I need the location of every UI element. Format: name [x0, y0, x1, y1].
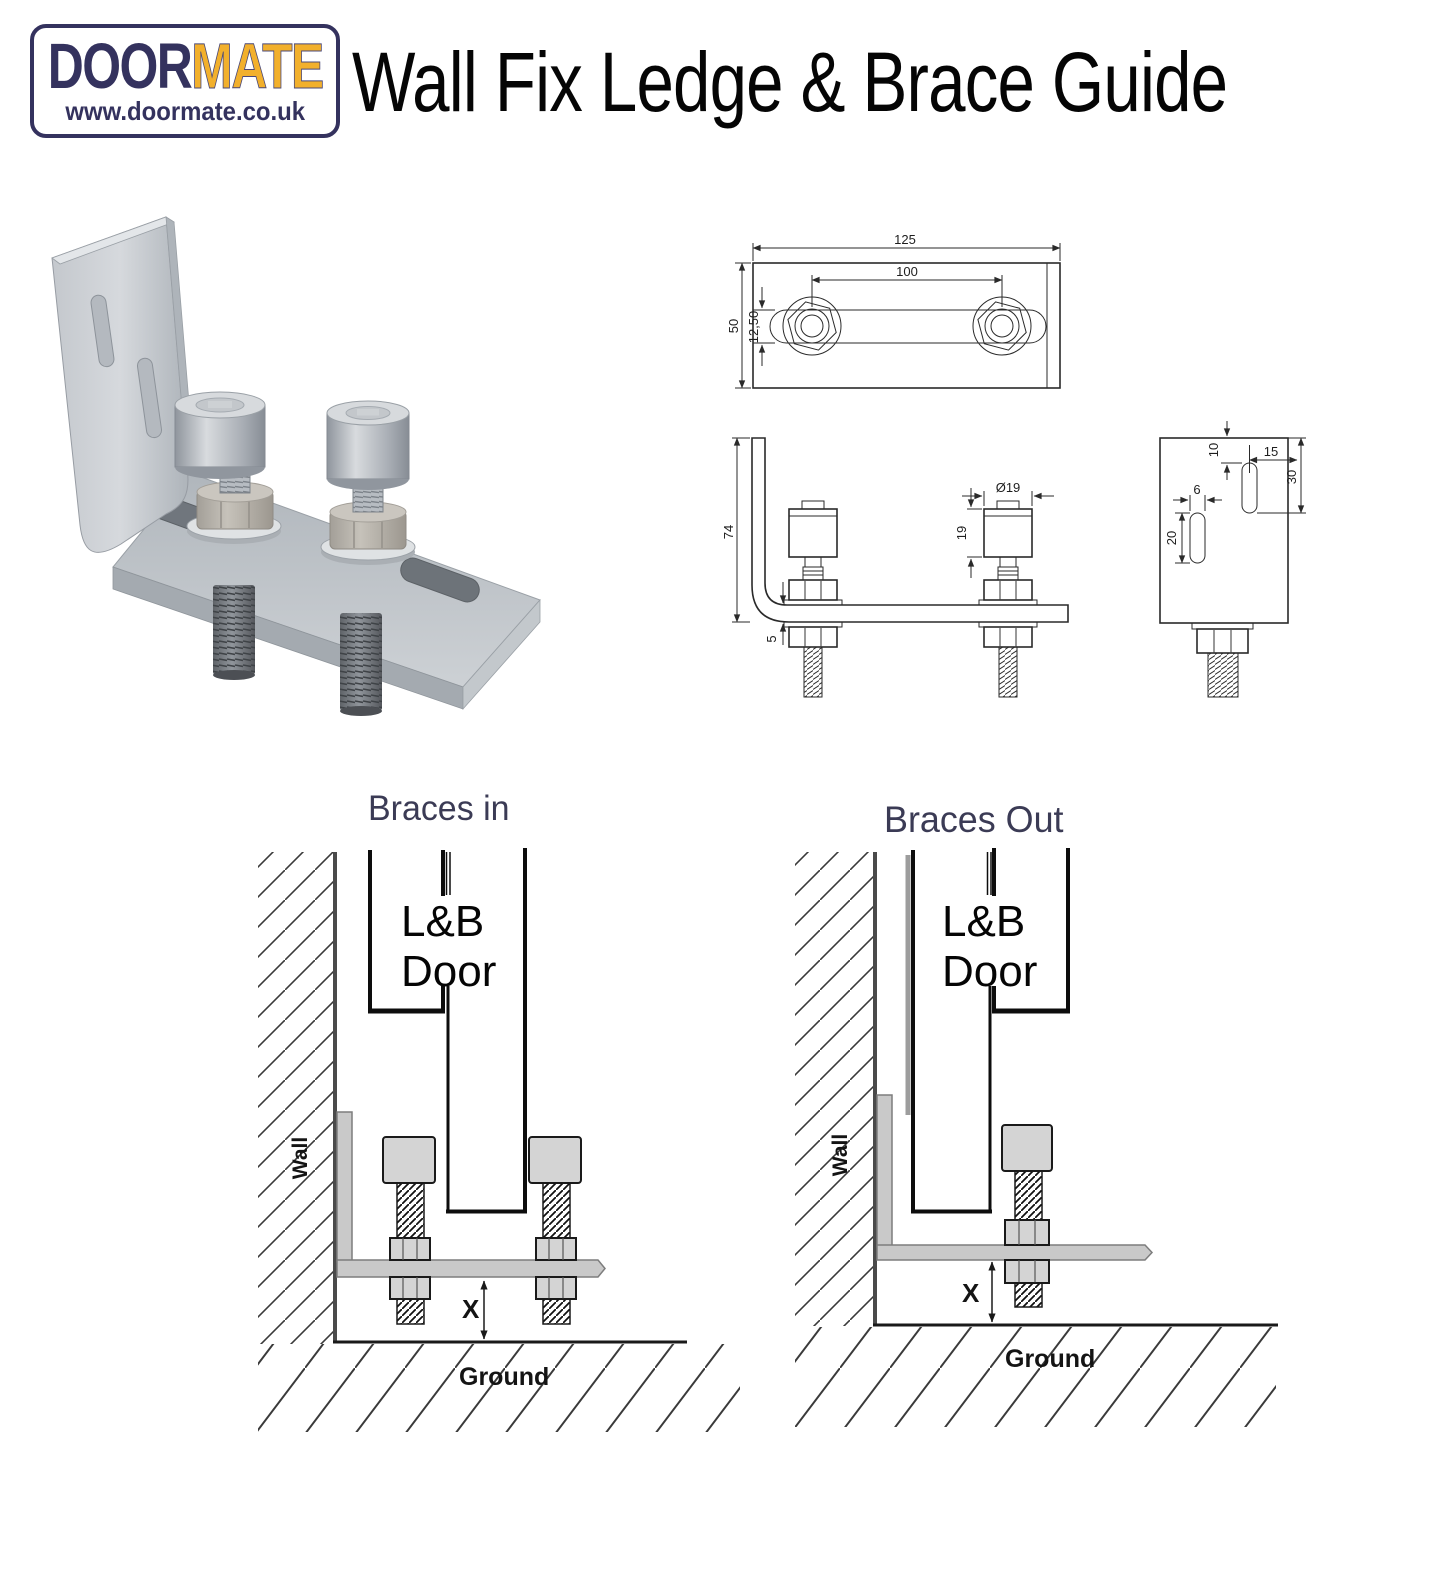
- dim-roller-height: 19: [954, 525, 969, 541]
- door-label-line1: L&B: [942, 897, 1026, 946]
- product-photo-3d: [35, 195, 635, 695]
- side-view-drawing: [1125, 415, 1310, 715]
- wall-label: Wall: [829, 1133, 852, 1177]
- door-label-line2: Door: [942, 947, 1038, 996]
- dim-slot-offset-right: 15: [1263, 444, 1279, 459]
- diagram-roller: [1002, 1125, 1052, 1307]
- dim-overall-width: 125: [894, 232, 916, 247]
- front-roller-left: [784, 501, 842, 697]
- stud-below-left: [213, 585, 255, 680]
- ground-hatch: [795, 1327, 1276, 1427]
- stud-below-right: [340, 613, 382, 716]
- top-view-drawing: [705, 215, 1095, 415]
- doormate-logo: [30, 24, 340, 138]
- braces-in-diagram: [255, 840, 745, 1435]
- roller-assembly-left: [175, 392, 281, 544]
- logo-wordmark: [47, 30, 323, 102]
- front-view-drawing: [705, 420, 1100, 715]
- dim-slot-width: 6: [1193, 482, 1201, 497]
- braces-in-heading: Braces in: [368, 789, 510, 828]
- gap-label: X: [962, 1278, 980, 1308]
- diagram-roller-right: [529, 1137, 581, 1324]
- dim-bracket-height: 74: [721, 524, 736, 540]
- dim-slot-width: 12,50: [746, 310, 761, 344]
- door-label-line1: L&B: [401, 897, 485, 946]
- logo-word-mate: MATE: [191, 30, 323, 102]
- bracket-3d: [52, 217, 540, 716]
- dim-hole-centres: 100: [896, 264, 918, 279]
- braces-out-heading: Braces Out: [884, 799, 1064, 840]
- roller-assembly-right: [321, 401, 415, 565]
- dim-roller-diameter: Ø19: [995, 480, 1021, 495]
- braces-out-diagram: [790, 840, 1280, 1435]
- dim-plate-thickness: 5: [764, 635, 779, 643]
- wall-label: Wall: [289, 1136, 312, 1180]
- diagram-roller-left: [383, 1137, 435, 1324]
- ground-label: Ground: [1005, 1345, 1096, 1373]
- dim-right-slot-span: 30: [1284, 469, 1299, 485]
- door-label-line2: Door: [401, 947, 497, 996]
- dim-overall-depth: 50: [726, 318, 741, 334]
- wall-hatch: [258, 852, 335, 1344]
- gap-label: X: [462, 1294, 480, 1324]
- dim-left-slot-length: 20: [1164, 530, 1179, 546]
- logo-website-url: www.doormate.co.uk: [65, 96, 305, 126]
- wall-hatch: [795, 852, 873, 1326]
- logo-word-door: DOOR: [47, 30, 192, 102]
- page-title: Wall Fix Ledge & Brace Guide: [352, 35, 1228, 129]
- ground-label: Ground: [459, 1363, 550, 1391]
- front-roller-right: [979, 501, 1037, 697]
- dim-slot-offset-top: 10: [1206, 442, 1221, 458]
